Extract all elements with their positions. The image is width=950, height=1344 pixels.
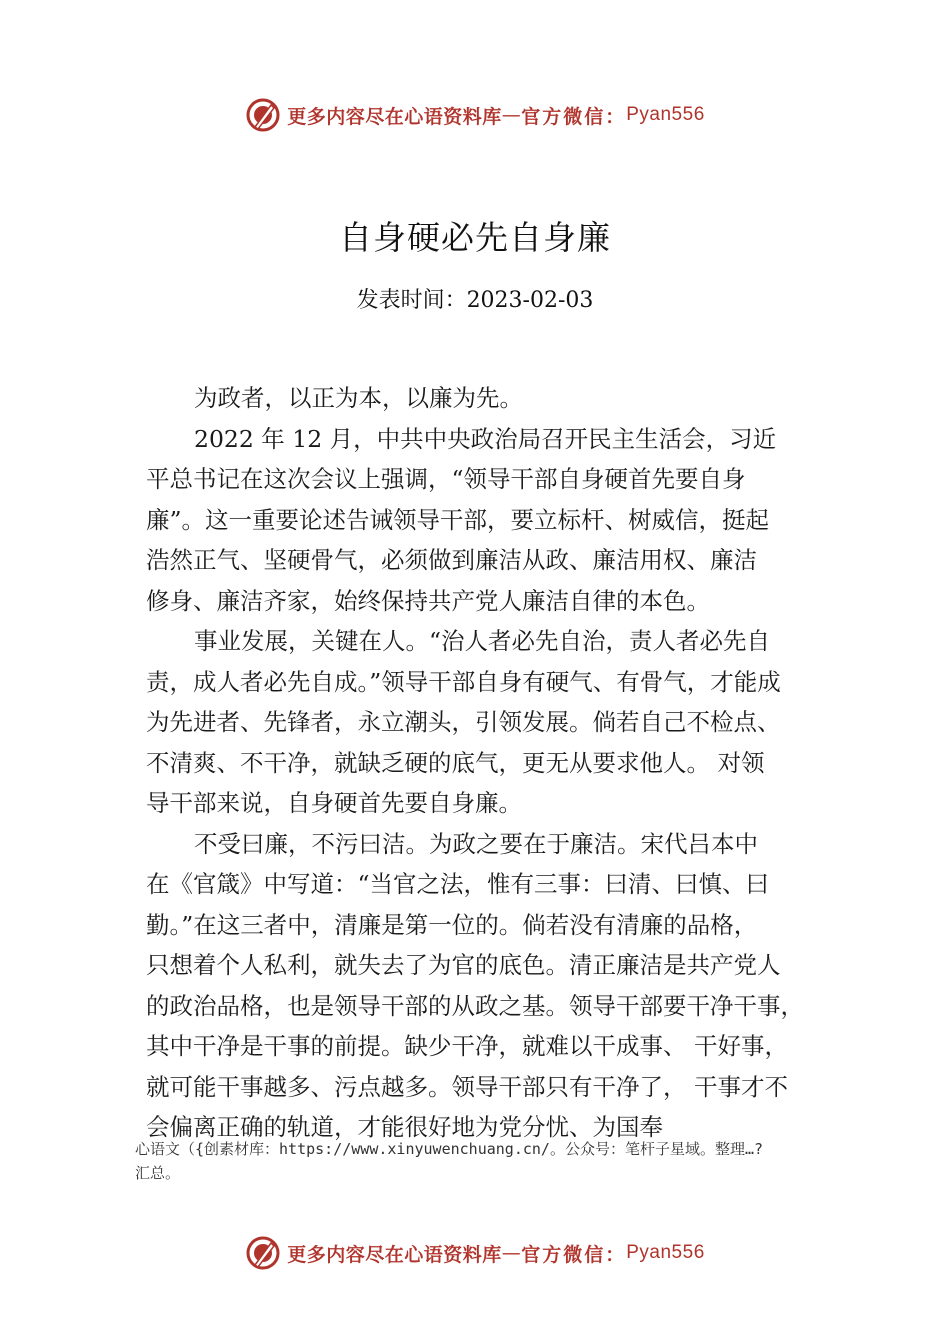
body-line: 在《官箴》中写道：“当官之法，惟有三事：曰清、曰慎、曰 [146, 870, 770, 898]
banner-separator: — [501, 104, 522, 126]
body-line: 不清爽、不干净，就缺乏硬的底气，更无从要求他人。 对领 [146, 748, 765, 777]
body-line: 浩然正气、坚硬骨气，必须做到廉洁从政、廉洁用权、廉洁 [146, 546, 757, 574]
body-line: 就可能干事越多、污点越多。领导干部只有干净了， 干事才不 [146, 1072, 788, 1101]
body-line: 的政治品格，也是领导干部的从政之基。领导干部要干净干事， [146, 991, 804, 1020]
body-line: 责，成人者必先自成。”领导干部自身有硬气、有骨气，才能成 [146, 667, 781, 696]
pen-logo-icon [245, 1235, 281, 1271]
body-line: 为政者，以正为本，以廉为先。 [194, 384, 523, 412]
publish-date: 发表时间：2023-02-03 [356, 288, 594, 313]
pen-logo-icon [245, 97, 281, 133]
footer-banner [0, 1233, 950, 1273]
banner-separator: — [501, 1242, 522, 1264]
article-body [146, 378, 836, 1148]
body-line: 平总书记在这次会议上强调，“领导干部自身硬首先要自身 [146, 465, 746, 493]
source-footnote [135, 1137, 835, 1185]
banner-account: Pyan556 [626, 1242, 705, 1263]
body-line: 只想着个人私利，就失去了为官的底色。清正廉洁是共产党人 [146, 951, 781, 979]
article-title: 自身硬必先自身廉 [339, 218, 611, 257]
banner-wechat-label: 官方微信： [521, 105, 627, 128]
body-line: 不受曰廉，不污曰洁。为政之要在于廉洁。宋代吕本中 [194, 829, 758, 858]
banner-account: Pyan556 [626, 104, 705, 125]
banner-wechat-label: 官方微信： [521, 1243, 627, 1266]
body-line: 修身、廉洁齐家，始终保持共产党人廉洁自律的本色。 [146, 586, 710, 615]
footnote-line: 心语文（{创素材库：https://www.xinyuwenchuang.cn/。公众号：笔杆子星域。整理…? [135, 1140, 764, 1158]
banner-brand: 更多内容尽在心语资料库 [287, 105, 502, 128]
body-line: 事业发展，关键在人。“治人者必先自治，责人者必先自 [194, 627, 771, 655]
body-line: 会偏离正确的轨道，才能很好地为党分忧、为国奉 [146, 1113, 663, 1141]
body-line: 其中干净是干事的前提。缺少干净，就难以干成事、 干好事， [146, 1032, 788, 1060]
footnote-line: 汇总。 [135, 1164, 181, 1182]
body-line: 勤。”在这三者中，清廉是第一位的。倘若没有清廉的品格， [146, 910, 758, 939]
body-line: 导干部来说，自身硬首先要自身廉。 [146, 789, 522, 817]
header-banner [0, 95, 950, 135]
body-line: 为先进者、先锋者，永立潮头，引领发展。倘若自己不检点、 [146, 708, 781, 736]
body-line: 廉”。这一重要论述告诫领导干部，要立标杆、树威信，挺起 [146, 505, 770, 534]
body-line: 2022 年 12 月，中共中央政治局召开民主生活会，习近 [194, 424, 777, 453]
banner-brand: 更多内容尽在心语资料库 [287, 1243, 502, 1266]
